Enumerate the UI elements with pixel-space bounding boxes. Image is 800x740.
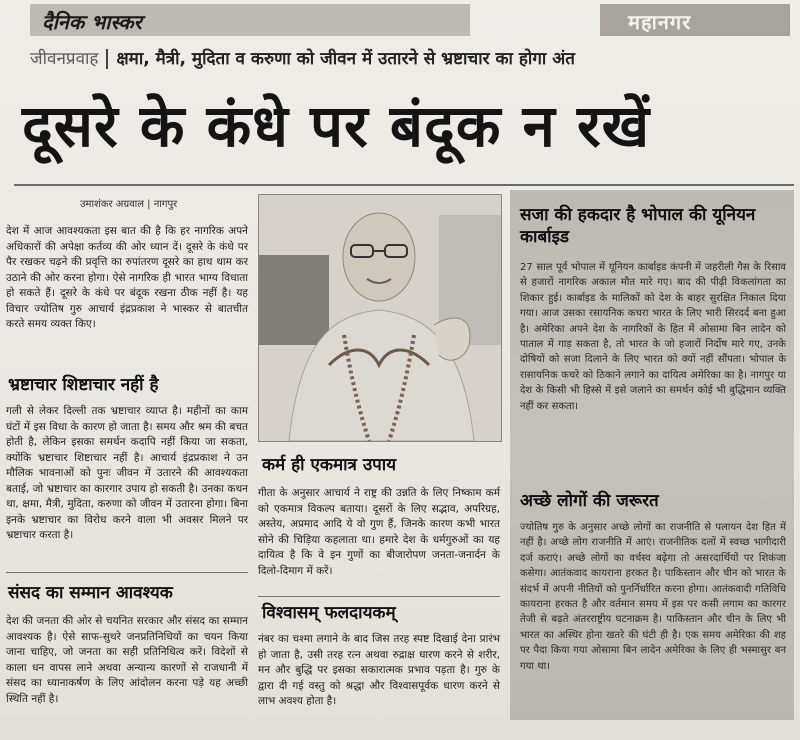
sidebar-body-2: [520, 520, 786, 716]
section1-body: [6, 404, 248, 564]
divider: [6, 572, 248, 573]
section2-text: देश की जनता की ओर से चयनित सरकार और संसद का सम्मान आवश्यक है। ऐसे साफ-सुथरे जनप्रतिनिधियों का चयन किया जाना चाहिए, जो जनता का सही प्रतिनिधित्व करें। विदेशों से काला धन वापस लाने अथवा अन्यान्य कारणों से राजधानी में संसद का ध्यानाकर्षण के लिए आंदोलन करना पड़े यह अच्छी स्थिति नहीं है।: [6, 615, 248, 705]
sidebar-text-2: ज्योतिष गुरु के अनुसार अच्छे लोगों का राजनीति से पलायन देश हित में नहीं है। अच्छे लोग राजनीति में आएं। राजनीतिक दलों में स्वच्छ भागीदारी दर्ज कराएं। अच्छे लोगों का वर्चस्व बढ़ेगा तो असरदार्थियों पर शिकंजा कसेगा। आतंकवाद कायराना हरकत है। पाकिस्तान और चीन को भारत के संदर्भ में अपनी नीतियों को पुनर्निर्धारित करना होगा। आतंकवादी गतिविधि कायराना हरकत है और वर्तमान समय में इस पर कसी लगाम का कारगर तेजी से बढ़ते अंतरराष्ट्रीय घटनाक्रम है। पाकिस्तान और चीन के लिए भी भारत का अस्थिर होना खतरे की घंटी ही है। एक समय अमेरिका की शह पर पैदा किया गया ओसामा बिन लादेन अमेरिका के लिए ही भस्मासुर बन गया था।: [520, 522, 786, 672]
newspaper-logo: दैनिक भास्कर: [42, 10, 142, 34]
sidebar-body: [520, 260, 786, 476]
section-name: महानगर: [628, 10, 692, 34]
sidebar-title-2: अच्छे लोगों की जरूरत: [520, 491, 659, 511]
section2-title: संसद का सम्मान आवश्यक: [8, 583, 173, 603]
section4-text: नंबर का चश्मा लगाने के बाद जिस तरह स्पष्ट दिखाई देना प्रारंभ हो जाता है, उसी तरह रत्न अथवा रुद्राक्ष धारण करने से शरीर, मन और बुद्धि पर इसका सकारात्मक प्रभाव पड़ता है। गुरु के द्वारा दी गई वस्तु को श्रद्धा और विश्वासपूर्वक धारण करने से लाभ अवश्य होता है।: [258, 633, 500, 707]
portrait-illustration: [259, 195, 501, 441]
section2-body: [6, 614, 248, 724]
intro-paragraph: [6, 224, 248, 364]
section-banner: [600, 4, 790, 36]
section4-body: [258, 632, 500, 724]
sidebar-text: 27 साल पूर्व भोपाल में यूनियन कार्बाइड कंपनी में जहरीली गैस के रिसाव से हजारों नागरिक अकाल मौत मारे गए। बाद की पीढ़ी विकलांगता का शिकार हुई। कार्बाइड के मालिकों को देश के बाहर सुरक्षित निकाल दिया गया। आज उसका रसायनिक कचरा भारत के लिए भारी सिरदर्द बना हुआ है। अमेरिका अपने देश के नागरिकों के हित में ओसामा बिन लादेन को पाताल में गाड़ सकता है, तो भारत के जो हजारों निर्दोष मारे गए, उनके दोषियों को सजा दिलाने के लिए भारत को क्यों नहीं सौंपता। भोपाल के रासायनिक कचरे को ठिकाने लगाने का दायित्व अमेरिका का है। नागपुर या देश के किसी भी हिस्से में इसे जलाने का समर्थन कोई भी बुद्धिमान व्यक्ति नहीं कर सकता।: [520, 262, 786, 412]
section1-title: भ्रष्टाचार शिष्टाचार नहीं है: [8, 375, 159, 395]
kicker-divider: [106, 49, 108, 69]
section4-title: विश्वासम् फलदायकम्: [262, 603, 396, 623]
kicker-section: जीवनप्रवाह: [30, 49, 99, 69]
section3-text: गीता के अनुसार आचार्य ने राष्ट्र की उन्नति के लिए निष्काम कर्म को एकमात्र विकल्प बताया। दूसरों के लिए सद्भाव, अपरिग्रह, अस्तेय, अप्रमाद आदि ये वो गुण हैं, जिनके कारण कभी भारत सोने की चिड़िया कहलाता था। हमारे देश के धर्मगुरुओं का यह दायित्व है कि वे इन गुणों का बीजारोपण जनता-जनार्दन के दिलो-दिमाग में करें।: [258, 487, 500, 577]
sidebar-title: सजा की हकदार है भोपाल की यूनियन कार्बाइड: [520, 205, 756, 247]
headline-rule: [14, 184, 794, 186]
intro-text: देश में आज आवश्यकता इस बात की है कि हर नागरिक अपने अधिकारों की अपेक्षा कर्तव्य की ओर ध्यान दें। दूसरे के कंधे पर पैर रखकर चढ़ने की प्रवृत्ति का रुपांतरण दूसरे का हाथ थाम कर उठाने की ओर करना होगा। ऐसे नागरिक ही भारत भाग्य विधाता हो सकते हैं। दूसरे के कंधे पर बंदूक रखना ठीक नहीं है। यह विचार ज्योतिष गुरु आचार्य इंद्रप्रकाश ने भास्कर से बातचीत करते समय व्यक्त किए।: [6, 225, 248, 330]
byline: उमाशंकर अग्रवाल | नागपुर: [80, 199, 178, 210]
kicker-line: [30, 46, 790, 69]
sidebar-box: [510, 190, 794, 720]
section3-title: कर्म ही एकमात्र उपाय: [262, 455, 397, 475]
divider: [258, 596, 500, 597]
portrait-photo: [258, 194, 502, 442]
masthead-bar: [30, 4, 470, 36]
kicker-deck: क्षमा, मैत्री, मुदिता व करुणा को जीवन में उतारने से भ्रष्टाचार का होगा अंत: [116, 49, 575, 69]
section1-text: गली से लेकर दिल्ली तक भ्रष्टाचार व्याप्त है। महीनों का काम घंटों में इस विधा के कारण हो जाता है। समय और श्रम की बचत होती है, लेकिन इसका समर्थन कदापि नहीं किया जा सकता, क्योंकि भ्रष्टाचार शिष्टाचार नहीं है। आचार्य इंद्रप्रकाश ने उन मौलिक भावनाओं को पुनः जीवन में उतारने की आवश्यकता बताई, जो भ्रष्टाचार का कारगार उपाय हो सकती है। उनका कथन था, क्षमा, मैत्री, मुदिता, करुणा को जीवन में उतारना होगा। बिना इनके भ्रष्टाचार का विरोध करने वाला भी अवसर मिलने पर भ्रष्टाचार करता है।: [6, 405, 248, 541]
main-headline: दूसरे के कंधे पर बंदूक न रखें: [22, 92, 651, 160]
section3-body: [258, 486, 500, 592]
